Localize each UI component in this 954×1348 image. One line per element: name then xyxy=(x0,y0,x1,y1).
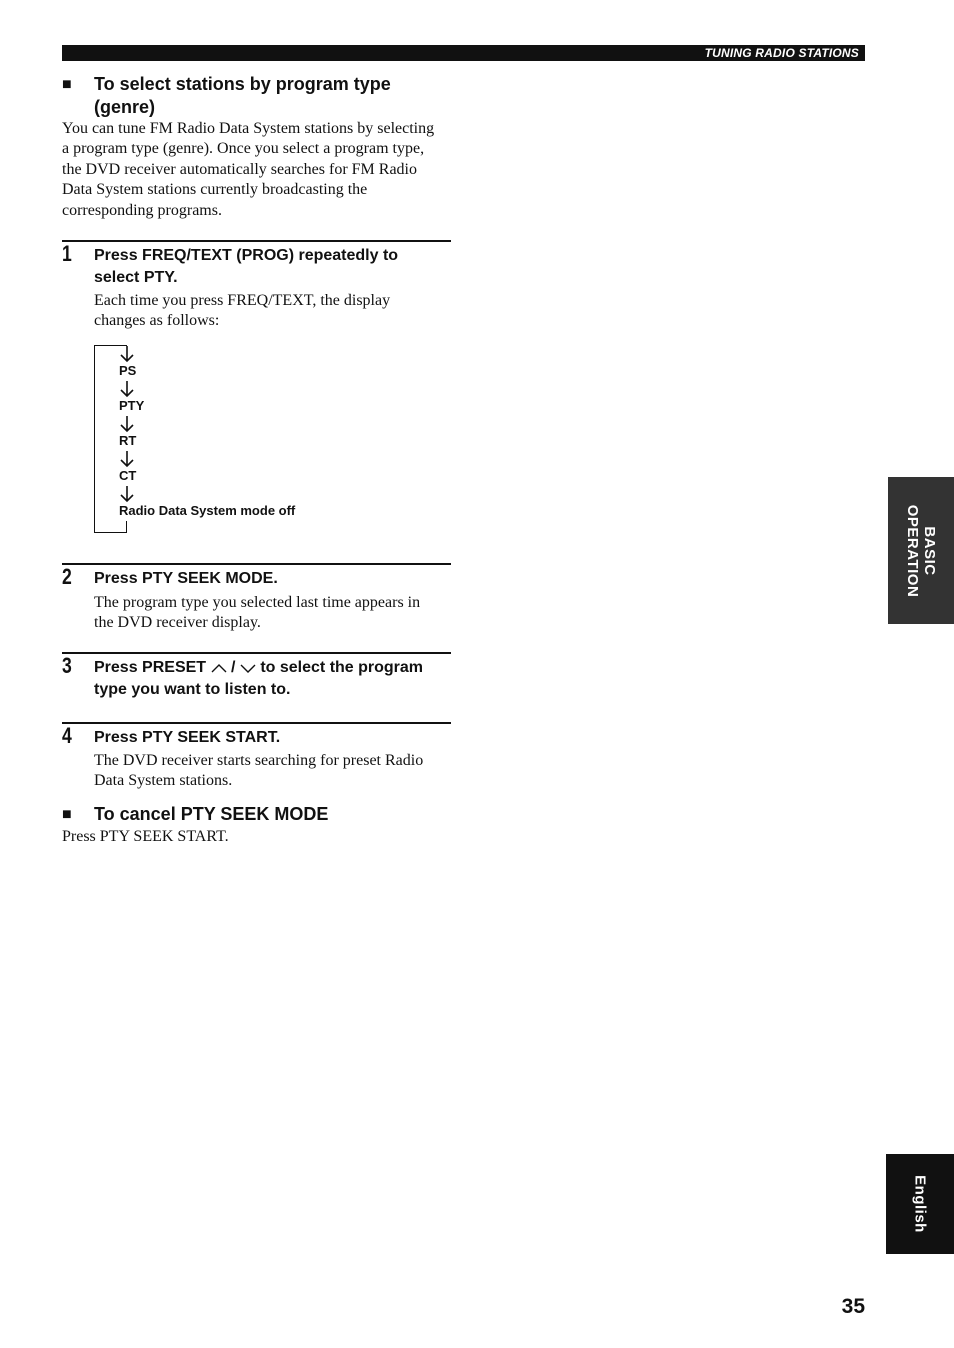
down-arrow-icon xyxy=(119,381,135,398)
genre-intro-line: corresponding programs. xyxy=(62,201,222,219)
step-title-line: Press PTY SEEK MODE. xyxy=(94,570,278,587)
section-heading-cancel-text: To cancel PTY SEEK MODE xyxy=(94,804,329,824)
side-tab-english xyxy=(886,1154,954,1254)
genre-intro-line: Data System stations currently broadcasting the xyxy=(62,181,368,199)
down-arrow-icon xyxy=(119,486,135,503)
page-number: 35 xyxy=(841,1295,865,1318)
cycle-item-ps: PS xyxy=(119,363,137,378)
header-bar xyxy=(62,45,865,61)
step-1-title xyxy=(94,245,454,289)
section-heading-genre-line2: (genre) xyxy=(94,97,156,117)
step-divider xyxy=(62,722,451,724)
section-heading-genre-line1: To select stations by program type xyxy=(94,74,391,94)
cycle-item-ct: CT xyxy=(119,468,137,483)
step-body-line: The program type you selected last time appears in xyxy=(94,594,421,611)
genre-intro-line: a program type (genre). Once you select a program type, xyxy=(62,140,425,158)
side-tab-line: BASIC xyxy=(921,525,938,576)
square-bullet-icon: ■ xyxy=(62,806,72,823)
section-heading-cancel xyxy=(62,803,452,826)
genre-intro-line: You can tune FM Radio Data System stations by selecting xyxy=(62,120,435,137)
down-arrow-icon xyxy=(119,416,135,433)
step-3-title-part1: Press PRESET xyxy=(94,659,207,676)
step-title-line xyxy=(94,657,454,679)
step-number: 1 xyxy=(62,241,72,266)
step-1-body xyxy=(94,291,454,332)
chevron-down-icon xyxy=(240,662,256,674)
step-number: 2 xyxy=(62,564,72,589)
genre-intro-line: the DVD receiver automatically searches for FM Radio xyxy=(62,160,417,178)
step-4-body xyxy=(94,751,454,792)
step-title-line: select PTY. xyxy=(94,269,178,286)
cycle-item-rds-off: Radio Data System mode off xyxy=(119,503,296,518)
step-divider xyxy=(62,240,451,242)
cycle-item-rt: RT xyxy=(119,433,137,448)
chevron-up-icon xyxy=(211,662,227,674)
step-title-line: type you want to listen to. xyxy=(94,681,291,698)
down-arrow-icon xyxy=(119,451,135,468)
section-heading-genre xyxy=(62,73,452,119)
step-4-title xyxy=(94,727,454,749)
step-title-line: Press FREQ/TEXT (PROG) repeatedly to xyxy=(94,247,399,264)
side-tab-english-label: English xyxy=(911,1175,929,1233)
step-3-title-part2: to select the program xyxy=(260,659,424,676)
header-title: TUNING RADIO STATIONS xyxy=(704,46,859,60)
step-2-body xyxy=(94,593,454,634)
step-body-line: the DVD receiver display. xyxy=(94,614,261,632)
cancel-body: Press PTY SEEK START. xyxy=(62,828,229,845)
step-body-line: Data System stations. xyxy=(94,772,233,790)
step-3-title-separator: / xyxy=(230,659,236,676)
step-number: 3 xyxy=(62,653,72,678)
step-divider xyxy=(62,563,451,565)
cycle-item-pty: PTY xyxy=(119,398,145,413)
side-tab-basic-operation xyxy=(888,477,954,624)
side-tab-line: OPERATION xyxy=(904,504,921,597)
step-body-line: Each time you press FREQ/TEXT, the display xyxy=(94,292,391,309)
square-bullet-icon: ■ xyxy=(62,76,72,93)
side-tab-basic-operation-label xyxy=(904,481,938,621)
step-body-line: changes as follows: xyxy=(94,312,220,330)
step-divider xyxy=(62,652,451,654)
genre-intro xyxy=(62,119,457,221)
step-body-line: The DVD receiver starts searching for preset Radio xyxy=(94,752,424,769)
step-title-line: Press PTY SEEK START. xyxy=(94,729,281,746)
step-number: 4 xyxy=(62,723,72,748)
step-3-title xyxy=(94,657,454,701)
down-arrow-icon xyxy=(119,346,135,363)
step-2-title xyxy=(94,568,454,590)
